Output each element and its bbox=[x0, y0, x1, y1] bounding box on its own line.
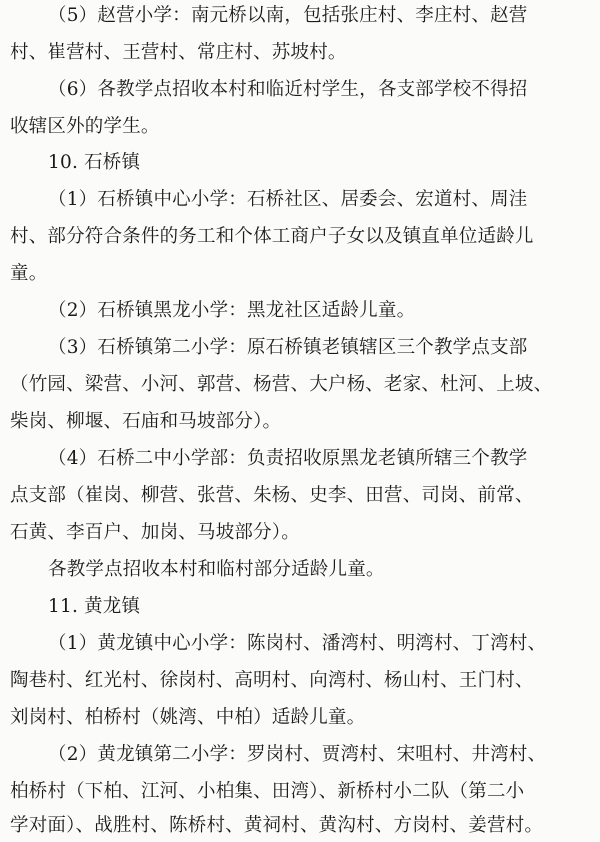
text-line: 陶巷村、红光村、徐岗村、高明村、向湾村、杨山村、王门村、 bbox=[10, 670, 534, 691]
text-line: （1）黄龙镇中心小学：陈岗村、潘湾村、明湾村、丁湾村、 bbox=[48, 633, 547, 654]
text-line: （3）石桥镇第二小学：原石桥镇老镇辖区三个教学点支部 bbox=[48, 337, 528, 358]
text-line: 童。 bbox=[10, 263, 48, 284]
text-line: 柏桥村（下柏、江河、小柏集、田湾）、新桥村小二队（第二小 bbox=[10, 781, 525, 802]
text-line: （2）黄龙镇第二小学：罗岗村、贾湾村、宋咀村、井湾村、 bbox=[48, 744, 547, 765]
text-line: 各教学点招收本村和临村部分适龄儿童。 bbox=[48, 559, 385, 580]
text-line: 点支部（崔岗、柳营、张营、朱杨、史李、田营、司岗、前常、 bbox=[10, 485, 534, 506]
text-line: 收辖区外的学生。 bbox=[10, 116, 160, 137]
text-line: （6）各教学点招收本村和临近村学生，各支部学校不得招 bbox=[48, 79, 528, 100]
text-line: 柴岗、柳堰、石庙和马坡部分）。 bbox=[10, 411, 282, 432]
text-line: （1）石桥镇中心小学：石桥社区、居委会、宏道村、周洼 bbox=[48, 189, 528, 210]
text-line: （5）赵营小学：南元桥以南，包括张庄村、李庄村、赵营 bbox=[48, 5, 528, 26]
text-line: （竹园、梁营、小河、郭营、杨营、大户杨、老家、杜河、上坡、 bbox=[10, 374, 553, 395]
text-line: 学对面）、战胜村、陈桥村、黄祠村、黄沟村、方岗村、姜营村。 bbox=[10, 815, 544, 836]
section-heading: 11. 黄龙镇 bbox=[48, 596, 141, 617]
text-line: 石黄、李百户、加岗、马坡部分）。 bbox=[10, 522, 300, 543]
text-line: 村、部分符合条件的务工和个体工商户子女以及镇直单位适龄儿 bbox=[10, 226, 534, 247]
text-line: （2）石桥镇黑龙小学：黑龙社区适龄儿童。 bbox=[48, 300, 416, 321]
section-heading: 10. 石桥镇 bbox=[48, 152, 141, 173]
text-line: 刘岗村、柏桥村（姚湾、中柏）适龄儿童。 bbox=[10, 707, 366, 728]
text-line: （4）石桥二中小学部：负责招收原黑龙老镇所辖三个教学 bbox=[48, 448, 528, 469]
text-line: 村、崔营村、王营村、常庄村、苏坡村。 bbox=[10, 42, 347, 63]
